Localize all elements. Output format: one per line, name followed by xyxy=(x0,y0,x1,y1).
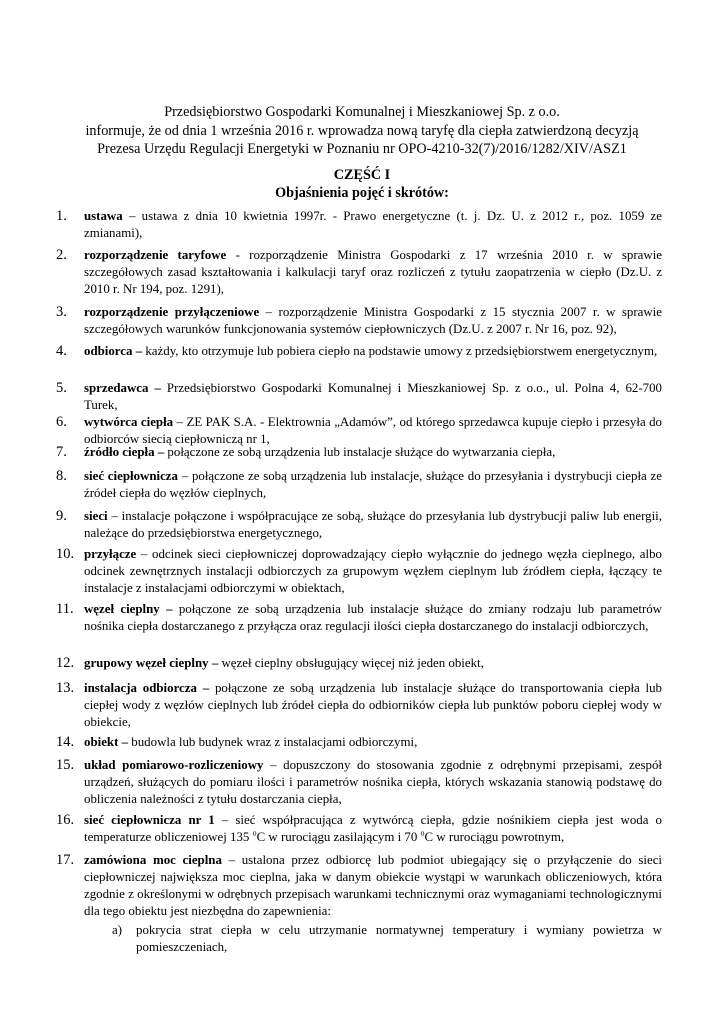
item-term: sprzedawca – xyxy=(84,381,161,395)
document-header xyxy=(40,103,684,159)
item-term: obiekt – xyxy=(84,735,129,749)
part-subtitle: Objaśnienia pojęć i skrótów: xyxy=(275,185,449,201)
item-text: – rozporządzenie Ministra Gospodarki z 15 stycznia 2007 r. w sprawie szczegółowych warunków funkcjonowania systemów ciepłowniczych (Dz.U. z 2007 r. Nr 16, poz. 92), xyxy=(84,305,662,336)
item-term: źródło ciepła – xyxy=(84,445,165,459)
item-number: 17. xyxy=(56,852,75,868)
definition-item xyxy=(56,852,662,920)
item-term: wytwórca ciepła xyxy=(84,415,174,429)
definition-item xyxy=(56,655,662,672)
item-text: każdy, kto otrzymuje lub pobiera ciepło na podstawie umowy z przedsiębiorstwem energetycznym, xyxy=(142,344,658,358)
item-term: układ pomiarowo-rozliczeniowy xyxy=(84,758,264,772)
header-line-1: Przedsiębiorstwo Gospodarki Komunalnej i Mieszkaniowej Sp. z o.o. xyxy=(164,104,560,120)
item-text: połączone ze sobą urządzenia lub instalacje służące do wytwarzania ciepła, xyxy=(164,445,556,459)
definition-item xyxy=(56,546,662,597)
item-text: węzeł cieplny obsługujący więcej niż jeden obiekt, xyxy=(218,656,484,670)
item-number: 13. xyxy=(56,680,75,696)
item-text: – ZE PAK S.A. - Elektrownia „Adamów”, od którego sprzedawca kupuje ciepło i przesyła do odbiorców siecią ciepłowniczą nr 1, xyxy=(84,415,662,446)
item-term: węzeł cieplny – xyxy=(84,602,173,616)
item-term: sieć ciepłownicza nr 1 xyxy=(84,813,215,827)
definition-item xyxy=(56,680,662,731)
item-term: sieć ciepłownicza xyxy=(84,469,178,483)
item-number: 16. xyxy=(56,812,75,828)
definition-item xyxy=(56,247,662,298)
item-term: ustawa xyxy=(84,209,123,223)
item-number: 10. xyxy=(56,546,75,562)
item-text: – ustawa z dnia 10 kwietnia 1997r. - Prawo energetyczne (t. j. Dz. U. z 2012 r., poz. 1059 ze zmianami), xyxy=(84,209,662,240)
item-text: C w rurociągu zasilającym i 70 xyxy=(256,830,421,844)
item-text: C w rurociągu powrotnym, xyxy=(424,830,565,844)
item-number: 2. xyxy=(56,247,67,263)
item-text: – odcinek sieci ciepłowniczej doprowadzający ciepło wyłącznie do jednego węzła cieplnego, albo odcinek zewnętrznych instalacji odbiorczych za grupowym węzłem cieplnym lub źródłem ciepła, łączący te instalacje z instalacjami odbiorczymi w obiektach, xyxy=(84,547,662,595)
definition-item xyxy=(56,734,662,751)
item-text: – sieć współpracująca z wytwórcą ciepła, gdzie nośnikiem ciepła jest woda o temperaturze obliczeniowej 135 xyxy=(84,813,662,844)
item-term: rozporządzenie przyłączeniowe xyxy=(84,305,260,319)
definition-item xyxy=(56,380,662,414)
item-number: 1. xyxy=(56,208,67,224)
definition-item xyxy=(56,343,662,360)
item-number: 11. xyxy=(56,601,74,617)
definition-item xyxy=(56,757,662,808)
item-text: – połączone ze sobą urządzenia lub instalacje, służące do przesyłania i dystrybucji ciepła ze źródeł ciepła do węzłów cieplnych, xyxy=(84,469,662,500)
definition-subitem xyxy=(112,922,662,956)
item-number: 15. xyxy=(56,757,75,773)
subitem-text: pokrycia strat ciepła w celu utrzymanie normatywnej temperatury i wymiany powietrza w pomieszczeniach, xyxy=(136,923,662,954)
definition-item xyxy=(56,444,662,461)
definition-item xyxy=(56,304,662,338)
item-number: 9. xyxy=(56,508,67,524)
item-text: – dopuszczony do stosowania zgodnie z odrębnymi przepisami, zespół urządzeń, służących do pomiaru ilości i parametrów nośnika ciepła, których wskazania stanowią podstawę do obliczenia należności z tytułu dostarczania ciepła, xyxy=(84,758,662,806)
item-text: budowla lub budynek wraz z instalacjami odbiorczymi, xyxy=(128,735,418,749)
item-term: rozporządzenie taryfowe xyxy=(84,248,227,262)
item-number: 6. xyxy=(56,414,67,430)
item-term: odbiorca – xyxy=(84,344,143,358)
item-term: grupowy węzeł cieplny – xyxy=(84,656,219,670)
item-text: połączone ze sobą urządzenia lub instalacje służące do transportowania ciepła lub ciepłej wody z węzłów cieplnych lub źródeł ciepła do odbiorników ciepła lub punktów poboru ciepłej wody w obiekcie, xyxy=(84,681,663,729)
item-term: instalacja odbiorcza – xyxy=(84,681,210,695)
definition-item xyxy=(56,208,662,242)
item-text: – instalacje połączone i współpracujące ze sobą, służące do przesyłania lub dystrybucji paliw lub energii, należące do przedsiębiorstwa energetycznego, xyxy=(84,509,662,540)
item-text: - rozporządzenie Ministra Gospodarki z 17 września 2010 r. w sprawie szczegółowych zasad kształtowania i kalkulacji taryf oraz rozliczeń z tytułu zaopatrzenia w ciepło (Dz.U. z 2010 r. Nr 194, poz. 1291), xyxy=(84,248,663,296)
item-number: 12. xyxy=(56,655,75,671)
definition-item xyxy=(56,508,662,542)
item-number: 7. xyxy=(56,444,67,460)
definition-item xyxy=(56,414,662,448)
header-line-2: informuje, że od dnia 1 września 2016 r. wprowadza nową taryfę dla ciepła zatwierdzoną decyzją xyxy=(85,122,639,139)
item-text: Przedsiębiorstwo Gospodarki Komunalnej i Mieszkaniowej Sp. z o.o., ul. Polna 4, 62-700 Turek, xyxy=(84,381,662,412)
definition-item xyxy=(56,812,662,846)
header-line-3: Prezesa Urzędu Regulacji Energetyki w Poznaniu nr OPO-4210-32(7)/2016/1282/XIV/ASZ1 xyxy=(97,141,627,157)
item-text: – ustalona przez odbiorcę lub podmiot ubiegający się o przyłączenie do sieci ciepłowniczej największa moc cieplna, jaka w danym obiekcie wystąpi w warunkach obliczeniowych, która zgodnie z określonymi w odrębnych przepisach warunkami technicznymi oraz wymaganiami technologicznymi dla tego obiektu jest niezbędna do zapewnienia: xyxy=(84,853,663,918)
degree-symbol: o xyxy=(420,828,425,838)
item-number: 8. xyxy=(56,468,67,484)
subitem-letter: a) xyxy=(112,923,123,937)
item-term: zamówiona moc cieplna xyxy=(84,853,222,867)
item-term: sieci xyxy=(84,509,108,523)
item-term: przyłącze xyxy=(84,547,137,561)
item-text: połączone ze sobą urządzenia lub instalacje służące do zmiany rodzaju lub parametrów nośnika ciepła dostarczanego z przyłącza oraz regulacji ilości ciepła dostarczanego do instalacji odbiorczych, xyxy=(84,602,662,633)
item-number: 14. xyxy=(56,734,75,750)
definition-item xyxy=(56,468,662,502)
item-number: 3. xyxy=(56,304,67,320)
definition-item xyxy=(56,601,662,635)
part-title: CZĘŚĆ I xyxy=(333,167,391,183)
item-number: 4. xyxy=(56,343,67,359)
degree-symbol: o xyxy=(252,828,257,838)
item-number: 5. xyxy=(56,380,67,396)
